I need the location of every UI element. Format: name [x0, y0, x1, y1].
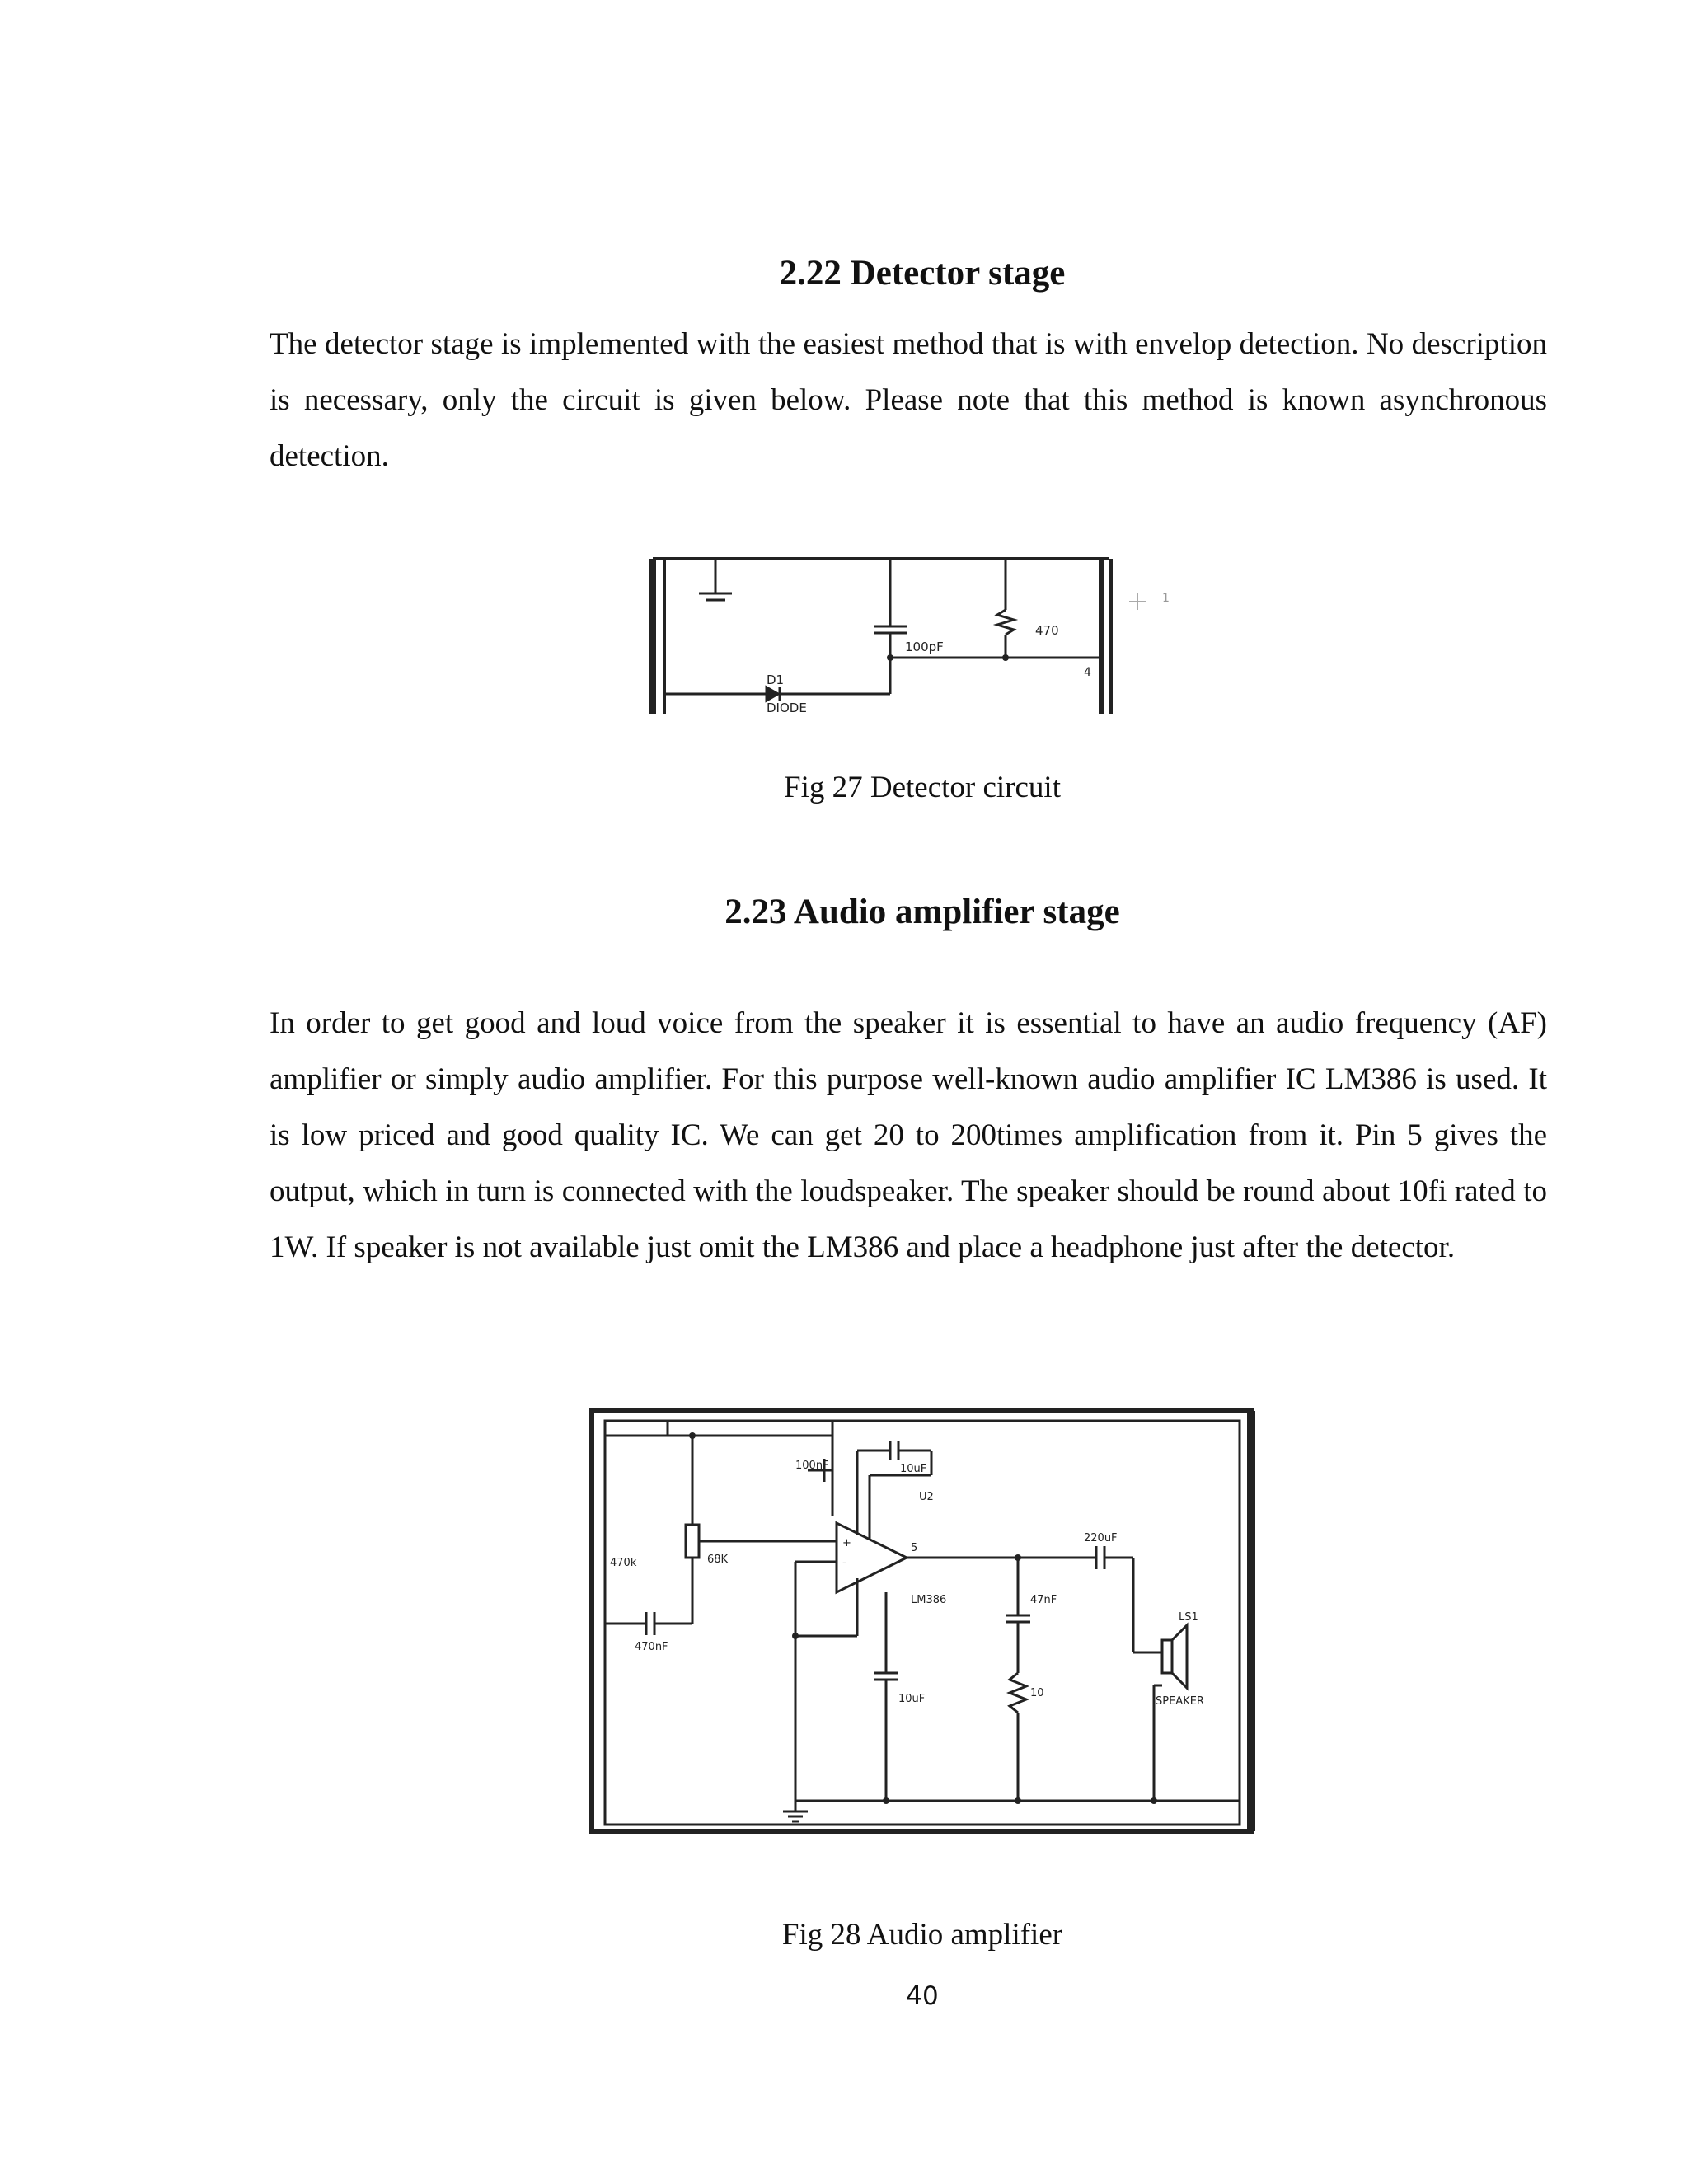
junction-dot [689, 1432, 696, 1439]
figure-caption-amplifier: Fig 28 Audio amplifier [781, 1918, 1063, 1952]
junction-dot [887, 654, 893, 661]
label-res-in: 470k [610, 1557, 637, 1569]
label-spk-ref: LS1 [1179, 1611, 1198, 1624]
label-cap-zobel: 47nF [1030, 1594, 1057, 1606]
label-pin-minus: - [842, 1557, 846, 1569]
label-ic-name: LM386 [911, 1594, 947, 1606]
paragraph-audio-amplifier: In order to get good and loud voice from the speaker it is essential to have an audio frequency (AF) amplifier or simply audio amplifier. For this purpose well-known audio amplifier IC LM386 is used. It is low priced and good quality IC. We can get 20 to 200times amplification from it. Pin 5 gives the output, which in turn is connected with the loudspeaker. The speaker should be round about 10fi rated to 1W. If speaker is not available just omit the LM386 and place a headphone just after the detector. [270, 1006, 1547, 1264]
junction-dot [1015, 1797, 1021, 1804]
label-diode-name: DIODE [767, 701, 807, 715]
section-heading-audio-amplifier: 2.23 Audio amplifier stage [724, 893, 1120, 931]
label-cap-bottom: 10uF [898, 1693, 926, 1705]
label-cap-bypass: 100nF [795, 1460, 829, 1472]
label-margin-mark: 1 [1162, 592, 1170, 605]
detector-circuit-diagram [643, 552, 1187, 717]
label-diode-ref: D1 [767, 673, 785, 687]
label-pot: 68K [707, 1554, 729, 1566]
label-pin-plus: + [842, 1537, 851, 1549]
label-capacitor: 100pF [905, 640, 944, 654]
junction-dot [883, 1797, 889, 1804]
label-ic-ref: U2 [919, 1491, 934, 1503]
label-cap-in: 470nF [635, 1641, 668, 1653]
label-pin: 4 [1084, 666, 1091, 679]
paragraph-detector: The detector stage is implemented with the easiest method that is with envelop detection. No description is necessary, only the circuit is given below. Please note that this method is known asynchronous detection. [270, 327, 1547, 473]
label-resistor: 470 [1035, 623, 1059, 638]
label-pin-out: 5 [911, 1542, 918, 1554]
junction-dot [1002, 654, 1009, 661]
junction-dot [1015, 1554, 1021, 1561]
label-cap-out: 220uF [1084, 1532, 1118, 1544]
junction-dot [792, 1633, 799, 1639]
label-spk-name: SPEAKER [1156, 1695, 1204, 1708]
label-cap-gain: 10uF [900, 1463, 927, 1475]
section-heading-detector: 2.22 Detector stage [779, 254, 1066, 293]
junction-dot [1151, 1797, 1157, 1804]
figure-caption-detector: Fig 27 Detector circuit [784, 771, 1061, 804]
page-number: 40 [906, 1981, 939, 2011]
label-res-zobel: 10 [1030, 1687, 1044, 1699]
audio-amplifier-circuit-diagram [585, 1401, 1265, 1838]
